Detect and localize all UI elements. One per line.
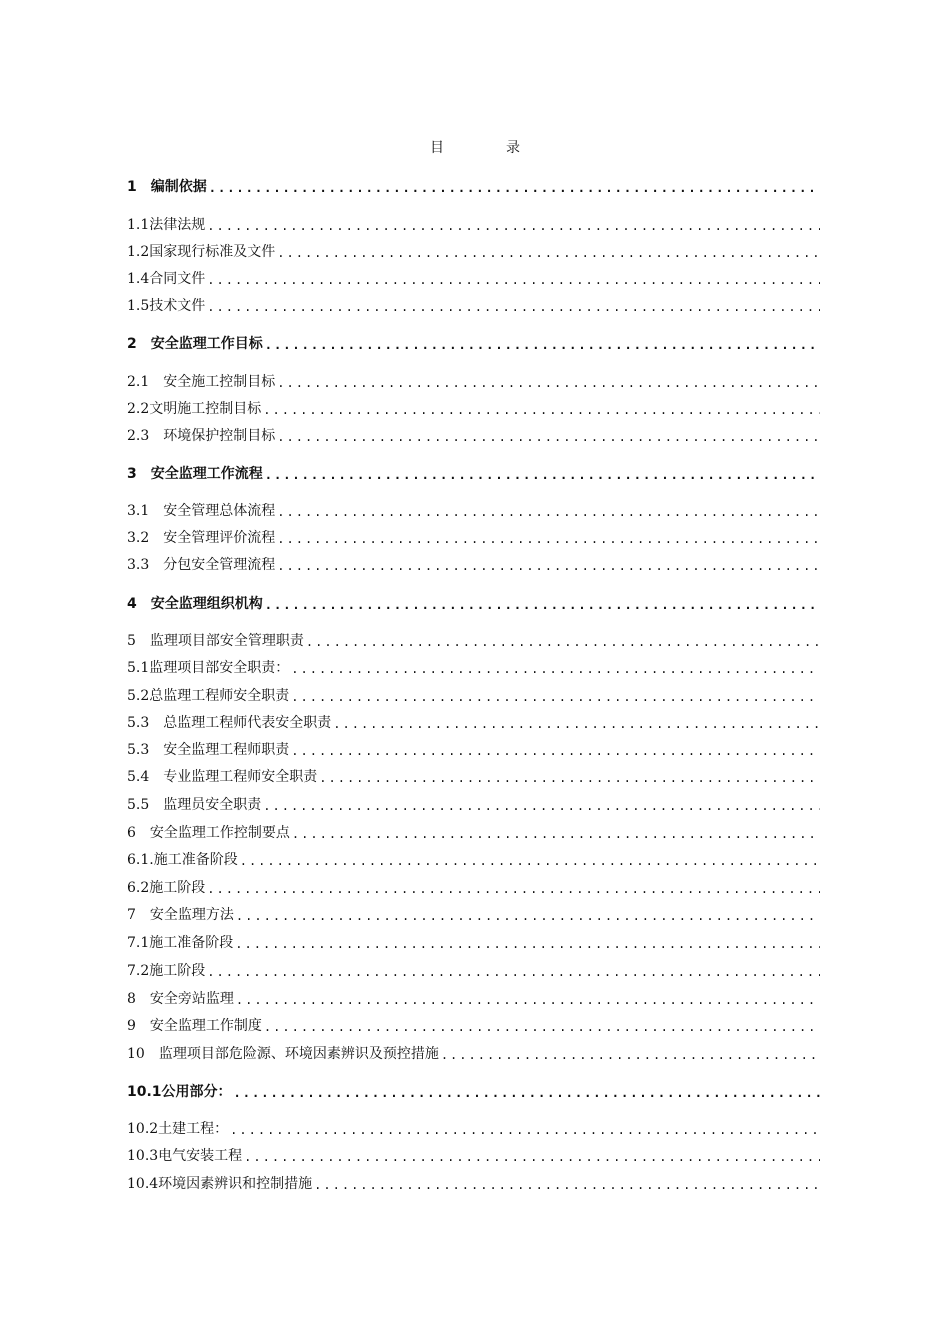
toc-entry-number: 10 [127,1046,159,1062]
toc-entry[interactable] [127,1143,820,1165]
toc-entry-title: 合同文件 [149,271,206,287]
toc-dot-leader [240,853,820,869]
toc-entry[interactable] [127,628,820,650]
toc-entry-number: 3.2 [127,530,164,546]
toc-entry-number: 5.2 [127,688,150,704]
toc-dot-leader [291,661,820,677]
toc-dot-leader [207,964,820,980]
toc-entry-number: 3.1 [127,503,164,519]
toc-entry-title: 总监理工程师安全职责 [149,688,290,704]
toc-entry[interactable] [127,1041,820,1063]
toc-dot-leader [263,402,820,418]
toc-entry-title: 施工阶段 [149,963,206,979]
toc-entry[interactable] [127,792,820,814]
toc-entry[interactable] [127,498,820,520]
toc-entry-number: 10.3 [127,1148,159,1164]
toc-entry-title: 技术文件 [149,298,206,314]
toc-entry[interactable] [127,1013,820,1035]
toc-entry[interactable] [127,331,820,353]
toc-dot-leader [236,992,820,1008]
toc-entry-number: 5 [127,633,150,649]
toc-entry-title: 安全管理评价流程 [163,530,276,546]
toc-entry[interactable] [127,423,820,445]
toc-entry-title: 监理项目部危险源、环境因素辨识及预控措施 [158,1046,439,1062]
toc-entry-title: 安全监理方法 [149,907,234,923]
toc-dot-leader [333,716,820,732]
toc-entry[interactable] [127,552,820,574]
toc-entry-number: 6.1. [127,852,154,868]
toc-entry-title: 公用部分： [161,1084,232,1100]
toc-dot-leader [236,908,820,924]
toc-entry-title: 专业监理工程师安全职责 [163,769,318,785]
toc-entry-title: 监理员安全职责 [163,797,262,813]
toc-entry-number: 5.4 [127,769,164,785]
toc-entry[interactable] [127,396,820,418]
toc-dot-leader [277,558,820,574]
toc-dot-leader [277,375,820,391]
toc-dot-leader [265,597,820,613]
toc-entry-number: 7.1 [127,935,150,951]
toc-entry[interactable] [127,591,820,613]
toc-entry-title: 总监理工程师代表安全职责 [163,715,332,731]
toc-entry[interactable] [127,875,820,897]
toc-entry-number: 5.5 [127,797,164,813]
toc-dot-leader [319,770,820,786]
toc-entry-number: 9 [127,1018,150,1034]
toc-entry-number: 1 [127,179,151,195]
toc-entry[interactable] [127,174,820,196]
toc-entry-title: 土建工程： [158,1121,229,1137]
toc-dot-leader [291,689,820,705]
toc-entry-title: 监理项目部安全职责： [149,660,290,676]
toc-entry-number: 5.3 [127,742,164,758]
toc-entry-title: 安全监理工作控制要点 [149,825,290,841]
toc-dot-leader [306,634,820,650]
toc-entry-title: 安全施工控制目标 [163,374,276,390]
toc-entry-title: 监理项目部安全管理职责 [149,633,304,649]
toc-entry-number: 6.2 [127,880,150,896]
toc-entry-number: 2.3 [127,428,164,444]
toc-entry-number: 1.2 [127,244,150,260]
toc-entry-number: 10.4 [127,1176,159,1192]
toc-entry-number: 10.2 [127,1121,159,1137]
toc-entry[interactable] [127,525,820,547]
toc-entry-title: 分包安全管理流程 [163,557,276,573]
toc-entry-title: 环境因素辨识和控制措施 [158,1176,313,1192]
toc-dot-leader [244,1149,820,1165]
toc-entry[interactable] [127,958,820,980]
toc-entry-title: 法律法规 [149,217,206,233]
toc-entry-title: 施工准备阶段 [153,852,238,868]
toc-entry-number: 3.3 [127,557,164,573]
toc-entry-title: 安全监理工作目标 [150,336,263,352]
toc-entry[interactable] [127,369,820,391]
toc-dot-leader [265,337,820,353]
toc-entry-title: 编制依据 [150,179,207,195]
toc-entry-number: 5.1 [127,660,150,676]
toc-entry[interactable] [127,655,820,677]
toc-entry-number: 2.2 [127,401,150,417]
toc-entry[interactable] [127,737,820,759]
toc-entry[interactable] [127,461,820,483]
toc-entry[interactable] [127,847,820,869]
toc-entry-number: 1.5 [127,298,150,314]
toc-dot-leader [209,180,820,196]
toc-dot-leader [277,504,820,520]
toc-dot-leader [230,1122,820,1138]
toc-entry[interactable] [127,1171,820,1193]
toc-entry-title: 安全监理组织机构 [150,596,263,612]
toc-entry-title: 施工准备阶段 [149,935,234,951]
toc-entry[interactable] [127,1116,820,1138]
toc-dot-leader [207,218,820,234]
toc-entry-number: 10.1 [127,1084,162,1100]
toc-entry-number: 2 [127,336,151,352]
toc-entry-number: 6 [127,825,150,841]
toc-dot-leader [277,245,820,261]
toc-entry-title: 国家现行标准及文件 [149,244,276,260]
toc-dot-leader [235,936,820,952]
toc-dot-leader [263,798,820,814]
toc-dot-leader [314,1177,820,1193]
toc-dot-leader [234,1085,820,1101]
toc-dot-leader [277,429,820,445]
toc-entry[interactable] [127,293,820,315]
toc-entry-number: 8 [127,991,150,1007]
toc-entry[interactable] [127,902,820,924]
toc-entry[interactable] [127,930,820,952]
toc-entry-title: 环境保护控制目标 [163,428,276,444]
toc-entry-title: 安全旁站监理 [149,991,234,1007]
toc-entry-title: 安全监理工作制度 [149,1018,262,1034]
toc-entry-number: 4 [127,596,151,612]
toc-entry[interactable] [127,764,820,786]
toc-dot-leader [264,1019,820,1035]
toc-entry-number: 5.3 [127,715,164,731]
toc-entry-number: 1.4 [127,271,150,287]
toc-dot-leader [207,272,820,288]
toc-entry-title: 安全管理总体流程 [163,503,276,519]
toc-dot-leader [292,826,820,842]
toc-entry-title: 安全监理工程师职责 [163,742,290,758]
toc-entry[interactable] [127,986,820,1008]
toc-entry-title: 安全监理工作流程 [150,466,263,482]
toc-dot-leader [207,881,820,897]
toc-entry-number: 2.1 [127,374,164,390]
toc-dot-leader [207,299,820,315]
toc-dot-leader [277,531,820,547]
toc-entry-number: 7.2 [127,963,150,979]
toc-entry[interactable] [127,683,820,705]
toc-entry[interactable] [127,1079,820,1101]
toc-title: 目 录 [430,140,544,156]
toc-entry-number: 3 [127,466,151,482]
toc-entry[interactable] [127,820,820,842]
toc-entry-title: 文明施工控制目标 [149,401,262,417]
toc-entry[interactable] [127,212,820,234]
toc-dot-leader [441,1047,820,1063]
toc-entry-number: 1.1 [127,217,150,233]
toc-entry-title: 施工阶段 [149,880,206,896]
toc-dot-leader [291,743,820,759]
toc-entry[interactable] [127,239,820,261]
toc-entry-title: 电气安装工程 [158,1148,243,1164]
toc-entry[interactable] [127,266,820,288]
toc-entry[interactable] [127,710,820,732]
toc-dot-leader [265,467,820,483]
toc-entry-number: 7 [127,907,150,923]
